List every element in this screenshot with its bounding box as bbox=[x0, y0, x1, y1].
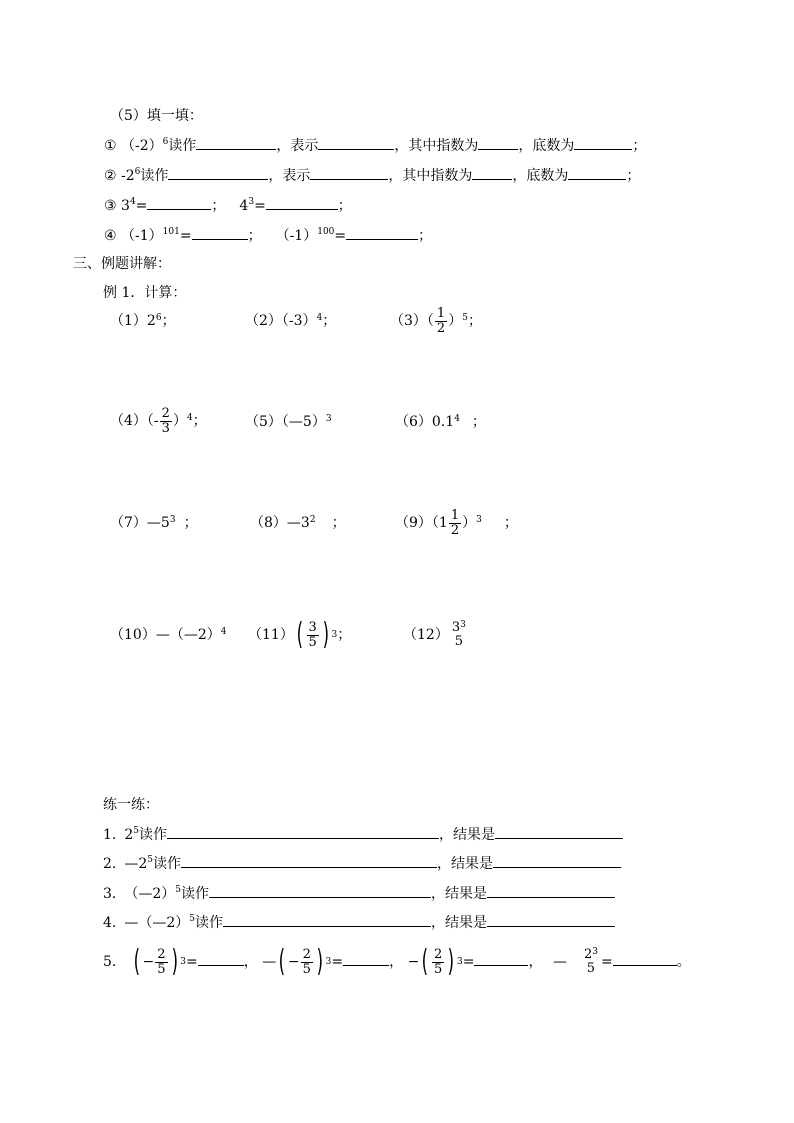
fraction: $\frac{1}{2}$ bbox=[450, 507, 460, 538]
fraction: $\frac{2}{3}$ bbox=[161, 405, 170, 436]
fraction: $\frac{3}{5}$ bbox=[308, 619, 317, 650]
q3-a-blank[interactable] bbox=[147, 195, 211, 210]
fill-q2: ② $-2^6$读作 ，表示 ，其中指数为 ，底数为 ； bbox=[104, 167, 641, 184]
p4-result-blank[interactable] bbox=[487, 912, 615, 927]
problem-3: （3）（ $\frac{1}{2}$ ）$^5$； bbox=[390, 305, 482, 336]
fraction: $2^3$ 5 bbox=[583, 947, 598, 976]
problem-2: $(2)(-3)^4$； bbox=[245, 313, 337, 329]
fill-q3: ③ $3^4=$ ； $4^3=$ ； bbox=[104, 197, 352, 214]
q2-meaning-blank[interactable] bbox=[310, 165, 388, 180]
p5-d-blank[interactable] bbox=[613, 951, 677, 966]
q3-b-blank[interactable] bbox=[266, 195, 338, 210]
example-title: 例 1．计算： bbox=[103, 285, 187, 301]
q1-base-blank[interactable] bbox=[574, 135, 632, 150]
p5-c-blank[interactable] bbox=[474, 951, 528, 966]
fraction: $\frac{2}{5}$ bbox=[157, 946, 166, 977]
problem-12: （12） $3^3$ 5 bbox=[403, 620, 466, 649]
q4-b-blank[interactable] bbox=[346, 225, 418, 240]
problem-6: $(6)0.1^4$ ； bbox=[395, 414, 486, 430]
problem-4: （4）（- $\frac{2}{3}$ ）$^4$； bbox=[110, 405, 207, 436]
q2-base-blank[interactable] bbox=[568, 165, 626, 180]
practice-1: 1. $2^5$读作 ，结果是 bbox=[103, 824, 623, 845]
fraction: $\frac{2}{5}$ bbox=[302, 946, 311, 977]
section3-title: 三、例题讲解： bbox=[73, 256, 171, 272]
q2-exponent-blank[interactable] bbox=[472, 165, 512, 180]
p1-read-blank[interactable] bbox=[167, 824, 439, 839]
q1-meaning-blank[interactable] bbox=[318, 135, 394, 150]
p3-read-blank[interactable] bbox=[209, 883, 431, 898]
problem-5: （5）（—5）$^3$ bbox=[245, 414, 332, 430]
practice-2: 2. $—2^5$读作 ，结果是 bbox=[103, 853, 621, 874]
problem-9: （9）（1 $\frac{1}{2}$ ）$^3$ ； bbox=[395, 507, 518, 538]
fraction: $\frac{2}{5}$ bbox=[434, 946, 443, 977]
problem-10: （10）—（—2）$^4$ bbox=[110, 627, 227, 643]
p2-read-blank[interactable] bbox=[181, 853, 437, 868]
p5-b-blank[interactable] bbox=[343, 951, 389, 966]
fraction: $3^3$ 5 bbox=[451, 620, 466, 649]
problem-11: （11） ( $\frac{3}{5}$ ) 3 ； bbox=[248, 617, 352, 652]
practice-4: 4. —（—2）$^5$读作 ，结果是 bbox=[103, 912, 615, 933]
p3-result-blank[interactable] bbox=[487, 883, 615, 898]
problem-8: $(8)—3^2$ ； bbox=[250, 515, 346, 531]
practice-title: 练一练： bbox=[103, 797, 159, 813]
q1-read-blank[interactable] bbox=[196, 135, 276, 150]
p1-result-blank[interactable] bbox=[495, 824, 623, 839]
q4-a-blank[interactable] bbox=[192, 225, 248, 240]
fill-q1: ① $(-2)^6$读作 ，表示 ，其中指数为 ，底数为 ； bbox=[104, 137, 647, 154]
q1-exponent-blank[interactable] bbox=[478, 135, 518, 150]
fraction: $\frac{1}{2}$ bbox=[436, 305, 446, 336]
fill-q4: ④ $(-1)^{101}=$ ； $(-1)^{100}=$ ； bbox=[104, 227, 433, 244]
p4-read-blank[interactable] bbox=[223, 912, 431, 927]
problem-1: $(1)2^6$； bbox=[110, 313, 176, 329]
problem-7: $(7)—5^3$ ； bbox=[110, 515, 198, 531]
p2-result-blank[interactable] bbox=[493, 853, 621, 868]
practice-5: 5. ( − $\frac{2}{5}$ ) 3 = ， — ( − $\frac{2}{5}$ ) 3 = ， − ( $\frac{2}{5}$ ) 3 = ， — $2^3$ 5 = 。 bbox=[103, 944, 691, 979]
practice-3: 3. （—2）$^5$读作 ，结果是 bbox=[103, 883, 615, 904]
fill-title: （5）填一填： bbox=[110, 108, 203, 124]
p5-a-blank[interactable] bbox=[198, 951, 244, 966]
q2-read-blank[interactable] bbox=[168, 165, 268, 180]
